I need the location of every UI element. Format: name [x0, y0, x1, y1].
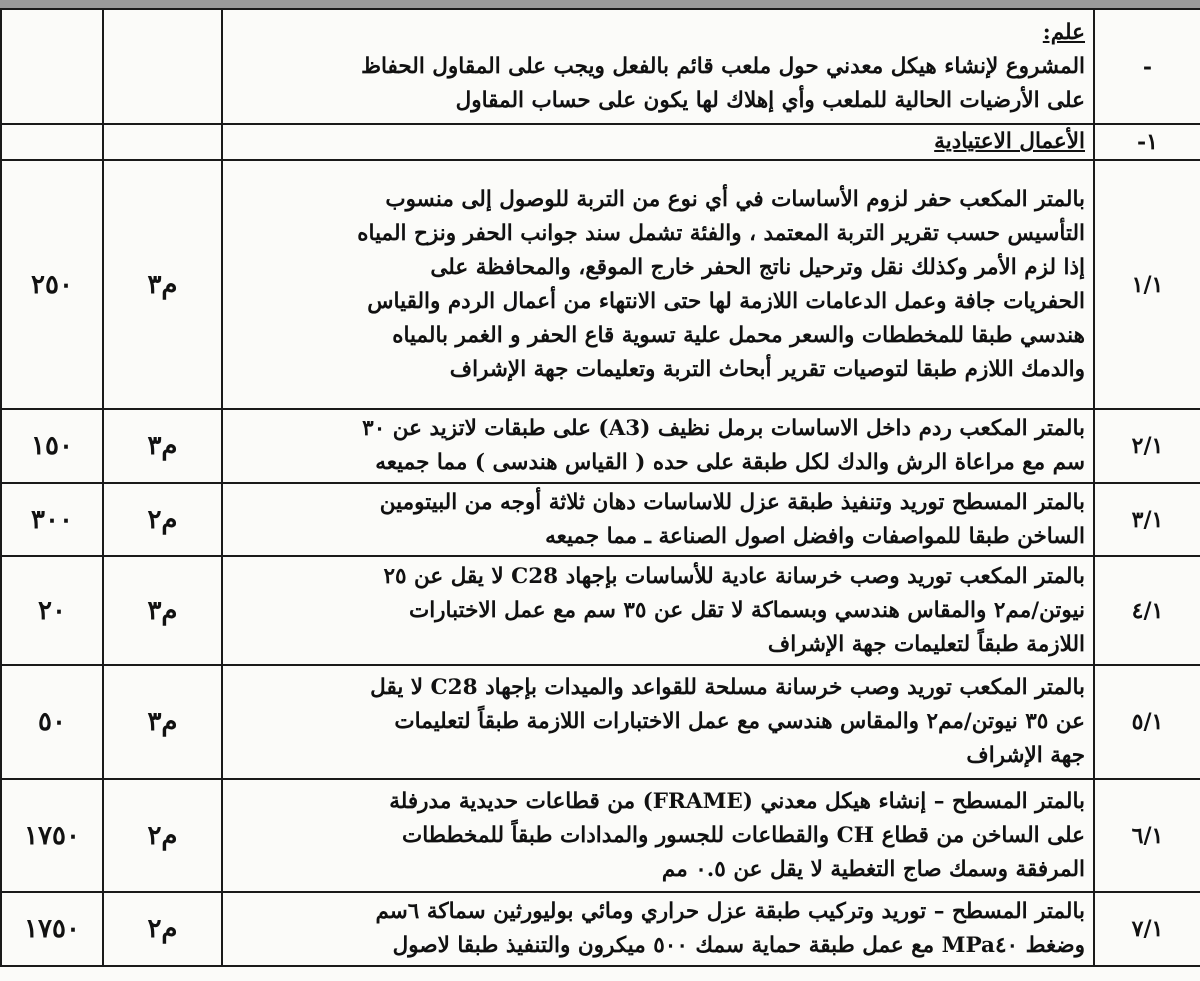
table-row — [1, 779, 1200, 892]
description-line: وضغط MPa٤٠ مع عمل طبقة حماية سمك ٥٠٠ ميكرون والتنفيذ طبقا لاصول — [392, 933, 1085, 958]
unit-cell — [103, 9, 222, 124]
general-heading: علم: — [1042, 19, 1085, 45]
item-quantity: ٥٠ — [1, 665, 103, 779]
description-line: سم مع مراعاة الرش والدك لكل طبقة على حده ( القياس هندسى ) مما جميعه — [375, 450, 1085, 475]
description-line: إذا لزم الأمر وكذلك نقل وترحيل ناتج الحفر خارج الموقع، والمحافظة على — [430, 254, 1085, 280]
item-quantity: ٣٠٠ — [1, 483, 103, 556]
description-line: بالمتر المكعب توريد وصب خرسانة عادية للأساسات بإجهاد C28 لا يقل عن ٢٥ — [383, 563, 1085, 589]
description-line: بالمتر المسطح – إنشاء هيكل معدني (FRAME) من قطاعات حديدية مدرفلة — [389, 788, 1085, 814]
item-description — [222, 779, 1094, 892]
item-number: ٣/١ — [1094, 483, 1200, 556]
item-unit: م٢ — [103, 779, 222, 892]
description-line: نيوتن/مم٢ والمقاس هندسي وبسماكة لا تقل عن ٣٥ سم مع عمل الاختبارات — [408, 597, 1085, 623]
item-description — [222, 160, 1094, 409]
item-description — [222, 665, 1094, 779]
table-row — [1, 409, 1200, 483]
section-heading: الأعمال الاعتيادية — [934, 129, 1085, 154]
description-line: بالمتر المسطح توريد وتنفيذ طبقة عزل للاساسات دهان ثلاثة أوجه من البيتومين — [379, 489, 1085, 515]
description-line: الحفريات جافة وعمل الدعامات اللازمة لها حتى الانتهاء من أعمال الردم والقياس — [367, 288, 1085, 314]
item-quantity: ٢٠ — [1, 556, 103, 665]
description-line: بالمتر المسطح – توريد وتركيب طبقة عزل حراري ومائي بوليورثين سماكة ٦سم — [375, 899, 1085, 924]
section-description — [222, 124, 1094, 160]
item-number: ٤/١ — [1094, 556, 1200, 665]
item-number: ٢/١ — [1094, 409, 1200, 483]
item-quantity: ١٥٠ — [1, 409, 103, 483]
description-line: الساخن طبقا للمواصفات وافضل اصول الصناعة ـ مما جميعه — [545, 523, 1085, 549]
general-row — [1, 9, 1200, 124]
item-description — [222, 483, 1094, 556]
item-number: ١/١ — [1094, 160, 1200, 409]
section-row — [1, 124, 1200, 160]
item-unit: م٢ — [103, 483, 222, 556]
document-page — [0, 8, 1200, 981]
description-line: هندسي طبقا للمخططات والسعر محمل علية تسوية قاع الحفر و الغمر بالمياه — [392, 322, 1085, 348]
bill-of-quantities-table — [0, 8, 1200, 967]
item-quantity: ٢٥٠ — [1, 160, 103, 409]
description-line: والدمك اللازم طبقا لتوصيات تقرير أبحاث التربة وتعليمات جهة الإشراف — [449, 356, 1085, 382]
description-line: بالمتر المكعب توريد وصب خرسانة مسلحة للقواعد والميدات بإجهاد C28 لا يقل — [370, 675, 1085, 700]
item-unit: م٢ — [103, 892, 222, 966]
table-row — [1, 665, 1200, 779]
item-unit: م٣ — [103, 160, 222, 409]
item-unit: م٣ — [103, 556, 222, 665]
item-quantity: ١٧٥٠ — [1, 892, 103, 966]
item-number: - — [1094, 9, 1200, 124]
description-line: بالمتر المكعب حفر لزوم الأساسات في أي نوع من التربة للوصول إلى منسوب — [385, 186, 1085, 212]
item-unit: م٣ — [103, 665, 222, 779]
description-line: جهة الإشراف — [966, 743, 1085, 768]
description-line: على الساخن من قطاع CH والقطاعات للجسور والمدادات طبقاً للمخططات — [401, 822, 1085, 848]
table-row — [1, 483, 1200, 556]
description-line: عن ٣٥ نيوتن/مم٢ والمقاس هندسي مع عمل الاختبارات اللازمة طبقاً لتعليمات — [394, 709, 1085, 734]
section-number: ١- — [1094, 124, 1200, 160]
table-row — [1, 160, 1200, 409]
table-row — [1, 556, 1200, 665]
item-quantity: ١٧٥٠ — [1, 779, 103, 892]
item-number: ٥/١ — [1094, 665, 1200, 779]
item-number: ٧/١ — [1094, 892, 1200, 966]
description-line: اللازمة طبقاً لتعليمات جهة الإشراف — [767, 631, 1085, 657]
description-line: المشروع لإنشاء هيكل معدني حول ملعب قائم بالفعل ويجب على المقاول الحفاظ — [361, 53, 1085, 79]
description-line: بالمتر المكعب ردم داخل الاساسات برمل نظيف (A3) على طبقات لاتزيد عن ٣٠ — [362, 416, 1085, 441]
item-description — [222, 409, 1094, 483]
description-line: التأسيس حسب تقرير التربة المعتمد ، والفئة تشمل سند جوانب الحفر ونزح المياه — [357, 220, 1085, 246]
quantity-cell — [1, 9, 103, 124]
scan-top-edge — [0, 0, 1200, 8]
quantity-cell — [1, 124, 103, 160]
item-number: ٦/١ — [1094, 779, 1200, 892]
unit-cell — [103, 124, 222, 160]
item-description — [222, 892, 1094, 966]
item-unit: م٣ — [103, 409, 222, 483]
description-line: على الأرضيات الحالية للملعب وأي إهلاك لها يكون على حساب المقاول — [455, 87, 1085, 113]
description-line: المرفقة وسمك صاج التغطية لا يقل عن ٠.٥ مم — [661, 856, 1085, 882]
general-description — [222, 9, 1094, 124]
table-row — [1, 892, 1200, 966]
item-description — [222, 556, 1094, 665]
